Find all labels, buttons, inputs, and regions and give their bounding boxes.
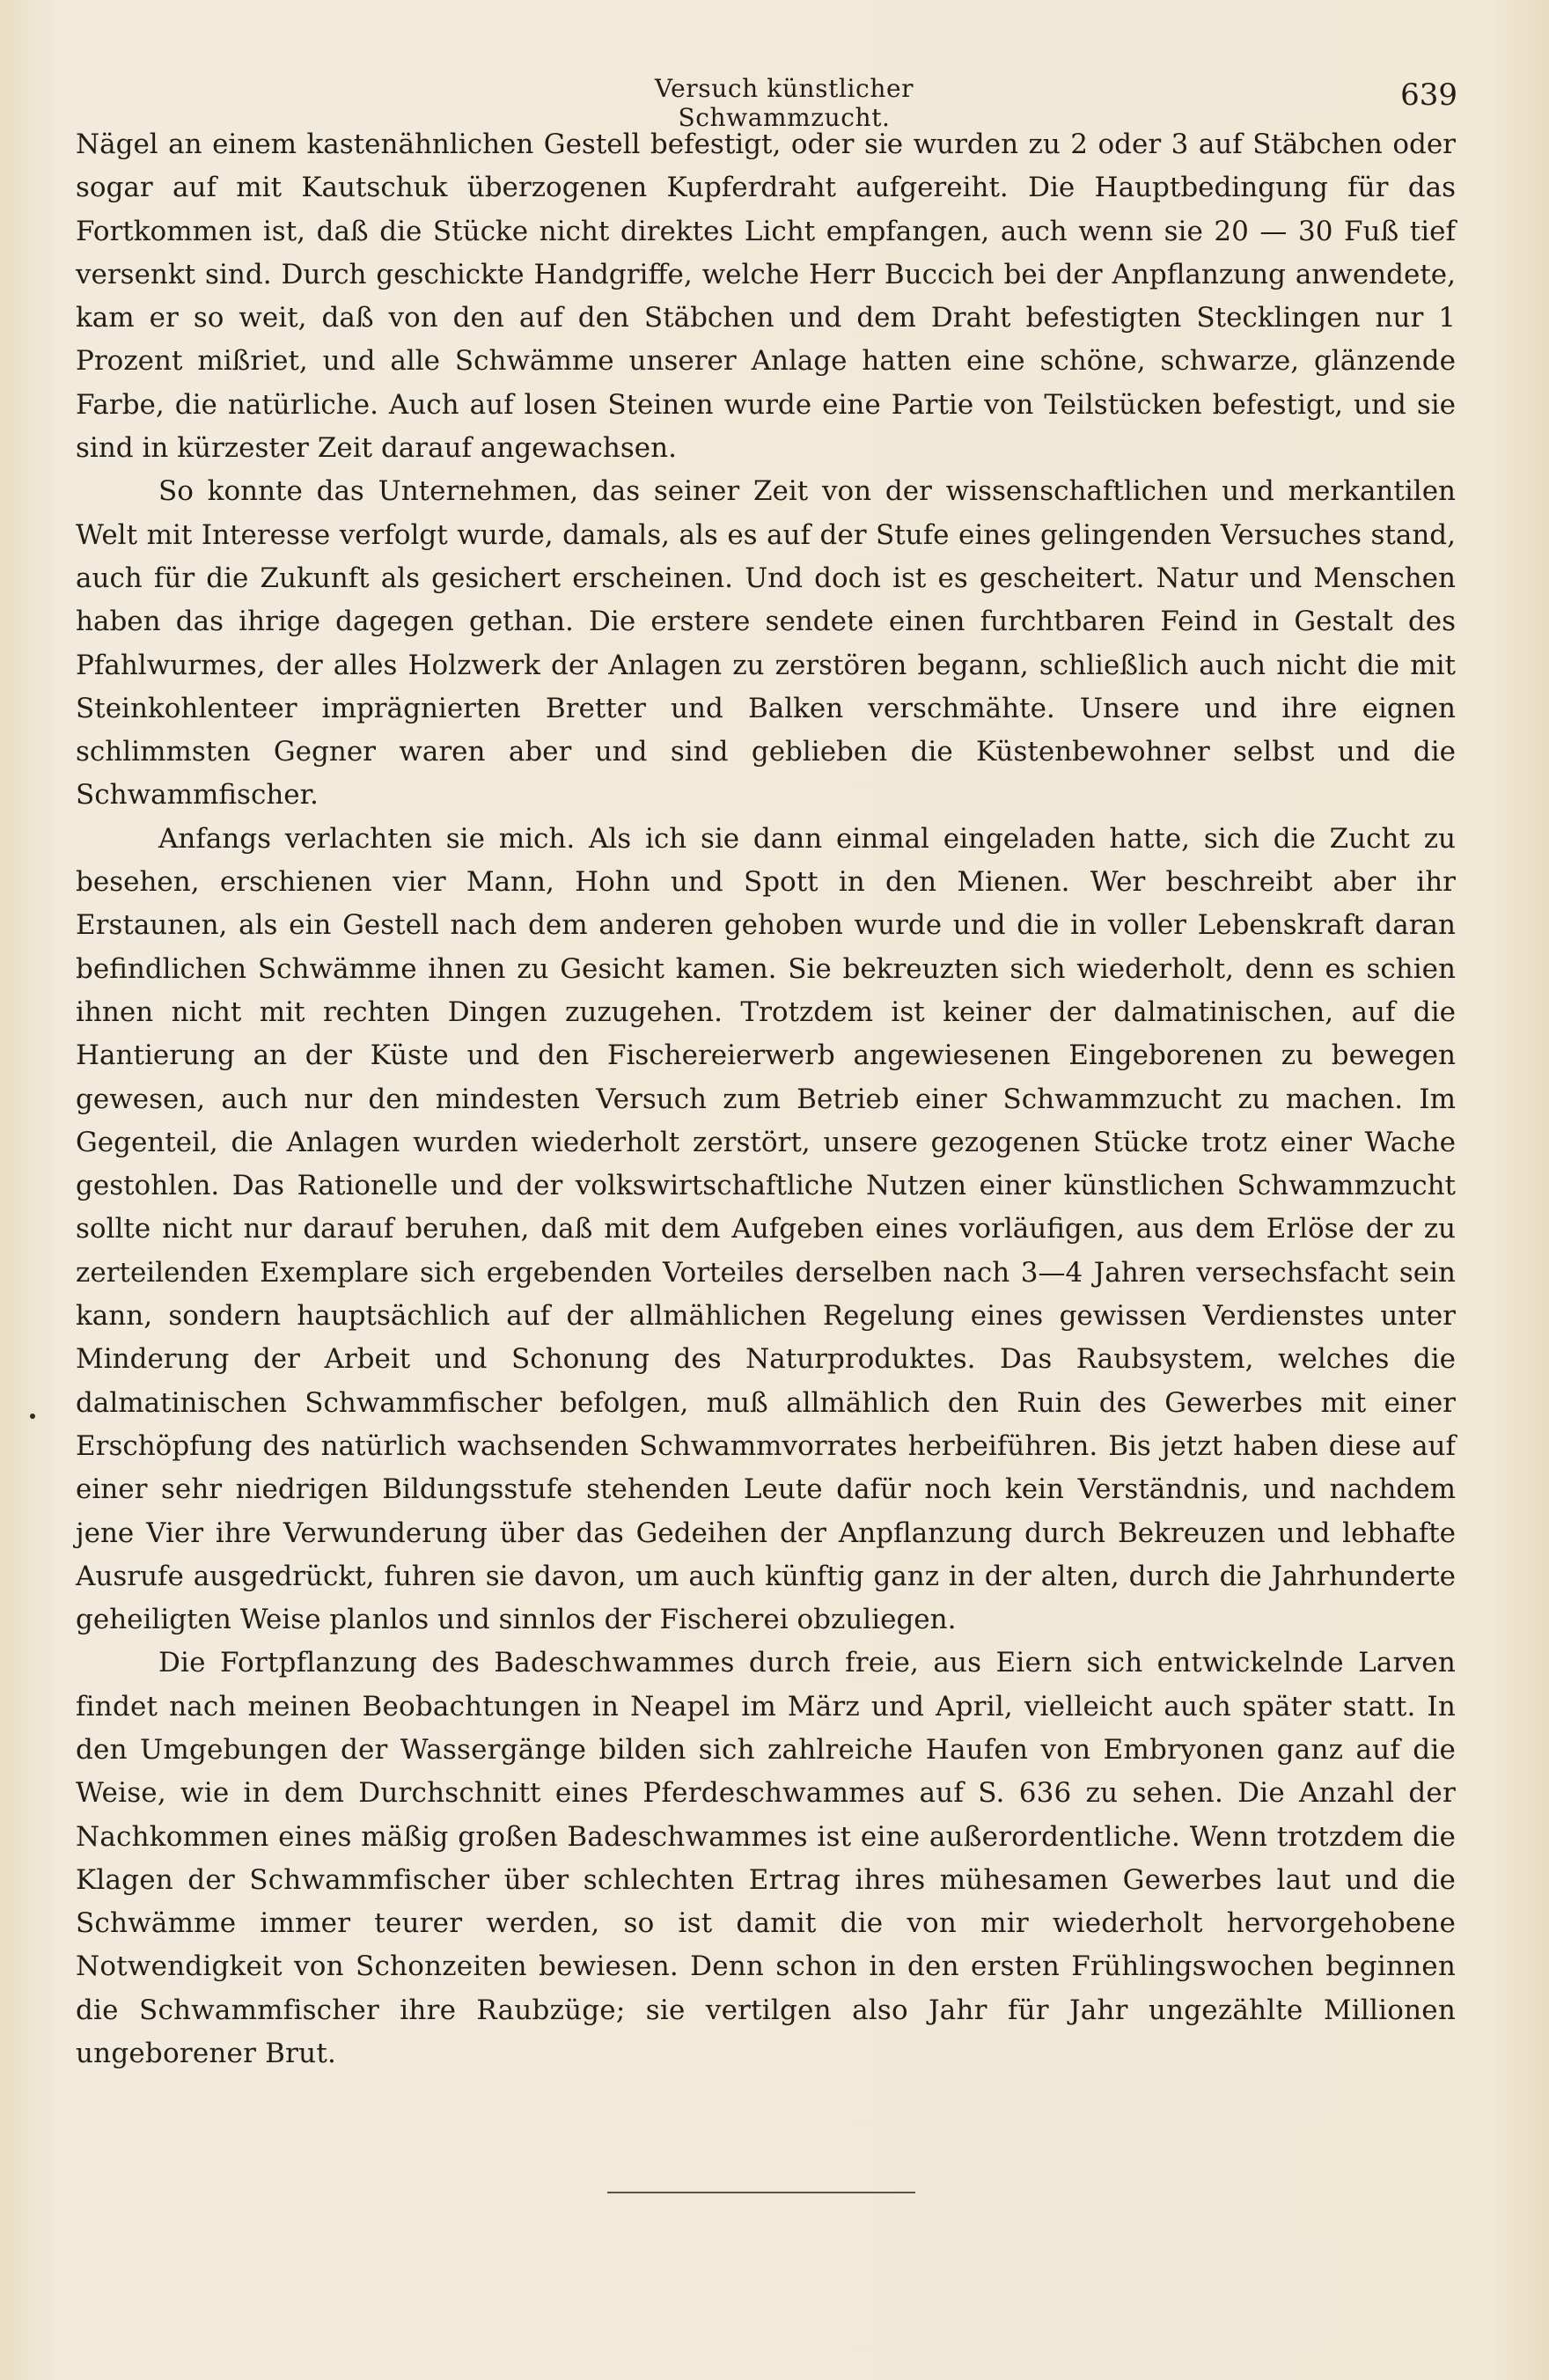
running-title: Versuch künstlicher Schwammzucht. (654, 74, 914, 132)
paragraph-2: So konnte das Unternehmen, das seiner Zeit von der wissenschaftlichen und merkantilen Welt mit Interesse verfolgt wurde, damals, als es auf der Stufe eines gelingenden Versuches stand, auch für die Zukunft als gesichert erscheinen. Und doch ist es gescheitert. Natur und Menschen haben das ihrige dagegen gethan. Die erstere sendete einen furchtbaren Feind in Gestalt des Pfahlwurmes, der alles Holzwerk der Anlagen zu zerstören begann, schließlich auch nicht die mit Steinkohlenteer imprägnierten Bretter und Balken verschmähte. Unsere und ihre eignen schlimmsten Gegner waren aber und sind geblieben die Küstenbewohner selbst und die Schwammfischer. (76, 475, 1456, 812)
page-number: 639 (1400, 77, 1457, 113)
paragraph-1: Nägel an einem kastenähnlichen Gestell befestigt, oder sie wurden zu 2 oder 3 auf Stäbchen oder sogar auf mit Kautschuk überzogenen Kupferdraht aufgereiht. Die Hauptbedingung für das Fortkommen ist, daß die Stücke nicht direktes Licht empfangen, auch wenn sie 20 — 30 Fuß tief versenkt sind. Durch geschickte Handgriffe, welche Herr Buccich bei der Anpflanzung anwendete, kam er so weit, daß von den auf den Stäbchen und dem Draht befestigten Stecklingen nur 1 Prozent mißriet, und alle Schwämme unserer Anlage hatten eine schöne, schwarze, glänzende Farbe, die natürliche. Auch auf losen Steinen wurde eine Partie von Teilstücken befestigt, und sie sind in kürzester Zeit darauf angewachsen. (76, 129, 1456, 465)
paragraph-4: Die Fortpflanzung des Badeschwammes durch freie, aus Eiern sich entwickelnde Larven findet nach meinen Beobachtungen in Neapel im März und April, vielleicht auch später statt. In den Umgebungen der Wassergänge bilden sich zahlreiche Haufen von Embryonen ganz auf die Weise, wie in dem Durchschnitt eines Pferdeschwammes auf S. 636 zu sehen. Die Anzahl der Nachkommen eines mäßig großen Badeschwammes ist eine außerordentliche. Wenn trotzdem die Klagen der Schwammfischer über schlechten Ertrag ihres mühesamen Gewerbes laut und die Schwämme immer teurer werden, so ist damit die von mir wiederholt hervorgehobene Notwendigkeit von Schonzeiten bewiesen. Denn schon in den ersten Frühlingswochen beginnen die Schwammfischer ihre Raubzüge; sie vertilgen also Jahr für Jahr ungezählte Millionen ungeborener Brut. (76, 1647, 1456, 2070)
running-header (0, 69, 1549, 132)
paragraph-3: Anfangs verlachten sie mich. Als ich sie dann einmal eingeladen hatte, sich die Zucht zu besehen, erschienen vier Mann, Hohn und Spott in den Mienen. Wer beschreibt aber ihr Erstaunen, als ein Gestell nach dem anderen gehoben wurde und die in voller Lebenskraft daran befindlichen Schwämme ihnen zu Gesicht kamen. Sie bekreuzten sich wiederholt, denn es schien ihnen nicht mit rechten Dingen zuzugehen. Trotzdem ist keiner der dalmatinischen, auf die Hantierung an der Küste und den Fischereierwerb angewiesenen Eingeborenen zu bewegen gewesen, auch nur den mindesten Versuch zum Betrieb einer Schwammzucht zu machen. Im Gegenteil, die Anlagen wurden wiederholt zerstört, unsere gezogenen Stücke trotz einer Wache gestohlen. Das Rationelle und der volkswirtschaftliche Nutzen einer künstlichen Schwammzucht sollte nicht nur darauf beruhen, daß mit dem Aufgeben eines vorläufigen, aus dem Erlöse der zu zerteilenden Exemplare sich ergebenden Vorteiles derselben nach 3—4 Jahren versechsfacht sein kann, sondern hauptsächlich auf der allmählichen Regelung eines gewissen Verdienstes unter Minderung der Arbeit und Schonung des Naturproduktes. Das Raubsystem, welches die dalmatinischen Schwammfischer befolgen, muß allmählich den Ruin des Gewerbes mit einer Erschöpfung des natürlich wachsenden Schwammvorrates herbeiführen. Bis jetzt haben diese auf einer sehr niedrigen Bildungsstufe stehenden Leute dafür noch kein Verständnis, und nachdem jene Vier ihre Verwunderung über das Gedeihen der Anpflanzung durch Bekreuzen und lebhafte Ausrufe ausgedrückt, fuhren sie davon, um auch künftig ganz in der alten, durch die Jahrhunderte geheiligten Weise planlos und sinnlos der Fischerei obzuliegen. (76, 822, 1456, 1636)
margin-dot (30, 1414, 35, 1419)
body-text (76, 123, 1456, 2075)
section-divider (607, 2192, 915, 2193)
